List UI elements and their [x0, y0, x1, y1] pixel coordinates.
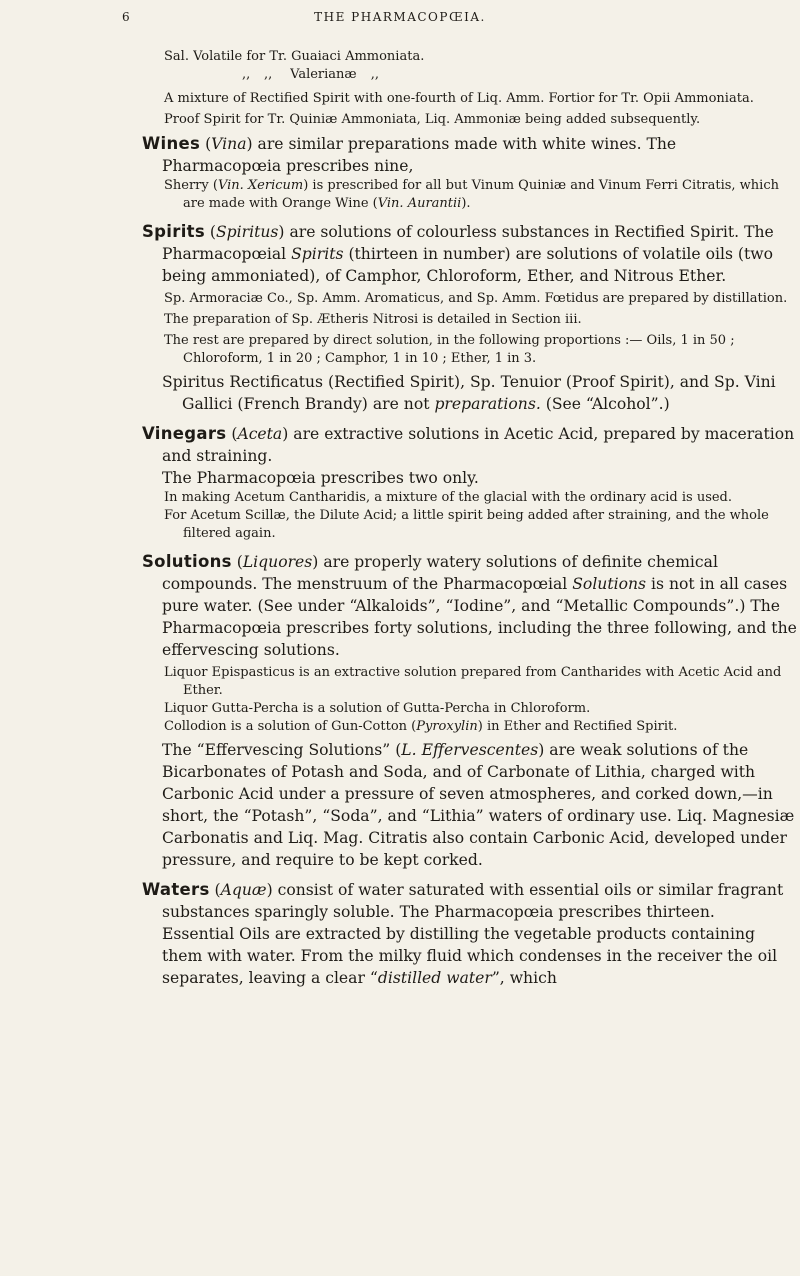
solutions-body-1: ) are properly watery solutions of definite chemical compounds. The menstruum of the Pharmacopœial: [162, 553, 718, 593]
vinegars-body: ) are extractive solutions in Acetic Acid, prepared by maceration and straining.: [162, 425, 795, 465]
spirits-para-italic: preparations.: [434, 395, 541, 413]
vinegars-latin: Aceta: [237, 425, 283, 443]
effervescing-paragraph: [142, 739, 798, 871]
wines-note: [142, 177, 798, 213]
solutions-note-2: Liquor Gutta-Percha is a solution of Gutta-Percha in Chloroform.: [164, 701, 591, 716]
sal-volatile-text: Sal. Volatile for Tr. Guaiaci Ammoniata.: [164, 49, 425, 64]
page-body: [142, 48, 798, 989]
spirits-heading: Spirits: [142, 222, 205, 241]
waters-latin: Aquæ: [220, 881, 267, 899]
solutions-note-3-latin: Pyroxylin: [416, 719, 478, 734]
wines-note-mid: ) is prescribed for all but Vinum Quiniæ and Vinum Ferri Citratis, which are made with Orange Wine (: [183, 178, 779, 211]
wines-note-pre: Sherry (: [164, 178, 218, 193]
solutions-note-1: Liquor Epispasticus is an extractive solution prepared from Cantharides with Acetic Acid and Ether.: [164, 665, 782, 698]
spirits-body-2: (thirteen in number) are solutions of volatile oils (two being ammoniated), of Camphor, Chloroform, Ether, and Nitrous Ether.: [162, 245, 774, 285]
waters-para-end: ”, which: [491, 969, 557, 987]
wines-latin: Vina: [211, 135, 247, 153]
wines-body: ) are similar preparations made with white wines. The Pharmacopœia prescribes nine,: [162, 135, 677, 175]
effervescing-body: ) are weak solutions of the Bicarbonates of Potash and Soda, and of Carbonate of Lithia, charged with Carbonic Acid under a pressure of seven atmospheres, and corked down,—in short, the “Potash”, “Soda”, and “Lithia” waters of ordinary use. Liq. Magnesiæ Carbonatis and Liq. Mag. Citratis also contain Carbonic Acid, developed under pressure, and require to be kept corked.: [162, 741, 795, 869]
solutions-body-2: is not in all cases pure water. (See under “Alkaloids”, “Iodine”, and “Metallic Compounds”.) The Pharmacopœia prescribes forty solutions, including the three following, and the effervescing solutions.: [162, 575, 797, 659]
waters-paragraph: [142, 923, 798, 989]
waters-section: Waters (Aquæ) consist of water saturated with essential oils or similar fragrant substances sparingly soluble. The Pharmacopœia prescribes thirteen.: [142, 880, 784, 921]
vinegars-section: Vinegars (Aceta) are extractive solutions in Acetic Acid, prepared by maceration and straining.: [142, 424, 795, 465]
wines-note-latin2: Vin. Aurantii: [377, 196, 462, 211]
solutions-note-3-end: ) in Ether and Rectified Spirit.: [477, 719, 678, 734]
running-title: THE PHARMACOPŒIA.: [314, 10, 486, 24]
ditto-mark: ,,: [264, 67, 273, 82]
solutions-latin: Liquores: [242, 553, 313, 571]
ditto-marks: [164, 66, 286, 84]
effervescing-latin: L. Effervescentes: [401, 741, 539, 759]
spirits-note-2: The preparation of Sp. Ætheris Nitrosi is detailed in Section iii.: [164, 312, 582, 327]
wines-note-end: ).: [461, 196, 471, 211]
solutions-section: Solutions (Liquores) are properly watery solutions of definite chemical compounds. The menstruum of the Pharmacopœial Solutions is not in all cases pure water. (See under “Alkaloids”, “Iodine”, and “Metallic Compounds”.) The Pharmacopœia prescribes forty solutions, including the three following, and the effervescing solutions.: [142, 552, 797, 659]
waters-body: ) consist of water saturated with essential oils or similar fragrant substances sparingly soluble. The Pharmacopœia prescribes thirteen.: [162, 881, 784, 921]
sal-volatile-ditto-line: [142, 66, 798, 84]
ditto-mark: ,,: [370, 67, 380, 82]
valerianae-text: Valerianæ: [290, 67, 357, 82]
waters-para-pre: Essential Oils are extracted by distilling the vegetable products containing them with water. From the milky fluid which condenses in the receiver the oil separates, leaving a clear “: [162, 925, 778, 987]
spirits-section: Spirits (Spiritus) are solutions of colourless substances in Rectified Spirit. The Pharmacopœial Spirits (thirteen in number) are solutions of volatile oils (two being ammoniated), of Camphor, Chloroform, Ether, and Nitrous Ether.: [142, 222, 774, 285]
waters-heading: Waters: [142, 880, 210, 899]
page-header: [0, 8, 800, 32]
solutions-heading: Solutions: [142, 552, 232, 571]
effervescing-pre: The “Effervescing Solutions” (: [162, 741, 402, 759]
tr-opii-note: A mixture of Rectified Spirit with one-fourth of Liq. Amm. Fortior for Tr. Opii Ammoniata.: [164, 91, 754, 106]
ditto-mark: ,,: [242, 67, 251, 82]
vinegars-body-2: The Pharmacopœia prescribes two only.: [162, 469, 479, 487]
page-number: 6: [122, 10, 131, 24]
solutions-note-3-pre: Collodion is a solution of Gun-Cotton (: [164, 719, 417, 734]
vinegars-note-2: For Acetum Scillæ, the Dilute Acid; a little spirit being added after straining, and the whole filtered again.: [164, 508, 769, 541]
spirits-body-italic: Spirits: [291, 245, 344, 263]
solutions-note-3: [142, 718, 798, 736]
wines-heading: Wines: [142, 134, 201, 153]
spirits-note-1: Sp. Armoraciæ Co., Sp. Amm. Aromaticus, and Sp. Amm. Fœtidus are prepared by distillation.: [164, 291, 788, 306]
wines-note-latin: Vin. Xericum: [217, 178, 304, 193]
spirits-body-1: ) are solutions of colourless substances in Rectified Spirit. The Pharmacopœial: [162, 223, 774, 263]
tr-quinia-note: Proof Spirit for Tr. Quiniæ Ammoniata, Liq. Ammoniæ being added subsequently.: [164, 112, 701, 127]
spirits-latin: Spiritus: [216, 223, 279, 241]
spirits-para-pre: Spiritus Rectificatus (Rectified Spirit), Sp. Tenuior (Proof Spirit), and Sp. Vini Gallici (French Brandy) are not: [162, 373, 776, 413]
spirits-note-3: The rest are prepared by direct solution, in the following proportions :— Oils, 1 in 50 ; Chloroform, 1 in 20 ; Camphor, 1 in 10 ; Ether, 1 in 3.: [164, 333, 735, 366]
sal-volatile-line: [142, 48, 798, 66]
wines-section: Wines (Vina) are similar preparations made with white wines. The Pharmacopœia prescribes nine,: [142, 134, 677, 175]
spirits-paragraph: [142, 371, 798, 415]
vinegars-note-1: In making Acetum Cantharidis, a mixture of the glacial with the ordinary acid is used.: [164, 490, 733, 505]
solutions-body-italic: Solutions: [572, 575, 647, 593]
spirits-para-end: (See “Alcohol”.): [540, 395, 670, 413]
waters-para-italic: distilled water: [377, 969, 492, 987]
vinegars-heading: Vinegars: [142, 424, 227, 443]
